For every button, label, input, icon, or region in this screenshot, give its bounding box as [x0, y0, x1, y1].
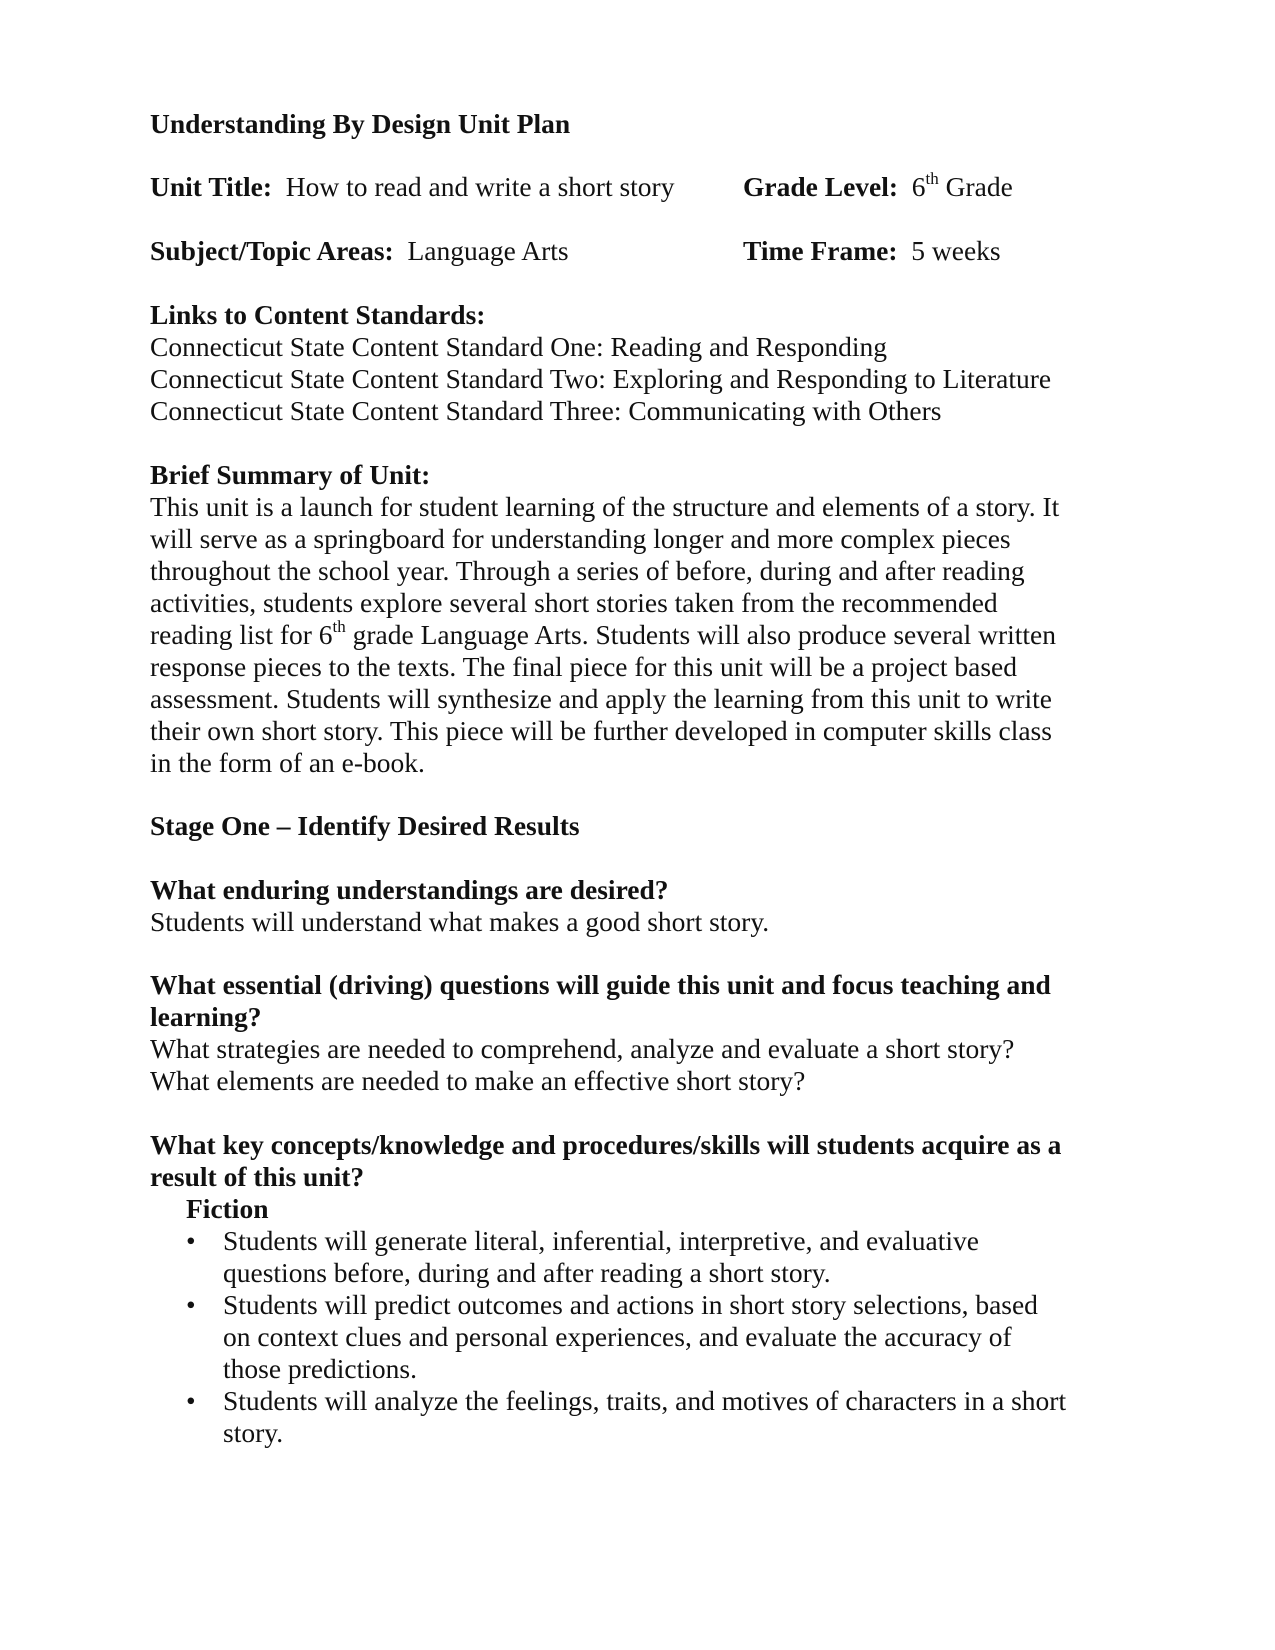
summary-line: activities, students explore several short stories taken from the recommended: [150, 587, 998, 618]
fiction-subheading: Fiction: [186, 1193, 269, 1224]
grade-level-suffix: th: [925, 168, 939, 188]
summary-line: reading list for 6th grade Language Arts. Students will also produce several written: [150, 616, 1056, 650]
unit-title-label: Unit Title: [150, 171, 263, 202]
grade-level-label: Grade Level:: [743, 171, 899, 202]
standard-item: Connecticut State Content Standard One: Reading and Responding: [150, 331, 888, 362]
key-concepts-heading: result of this unit?: [150, 1161, 365, 1192]
summary-line: response pieces to the texts. The final piece for this unit will be a project based: [150, 651, 1018, 682]
summary-line: assessment. Students will synthesize and apply the learning from this unit to write: [150, 683, 1053, 714]
enduring-text: Students will understand what makes a good short story.: [150, 906, 770, 937]
essential-heading: What essential (driving) questions will guide this unit and focus teaching and: [150, 969, 1051, 1000]
key-concepts-section: [150, 1129, 1150, 1449]
summary-line: This unit is a launch for student learning of the structure and elements of a story. It: [150, 491, 1060, 522]
key-concepts-heading: What key concepts/knowledge and procedures/skills will students acquire as a: [150, 1129, 1062, 1160]
list-item: • Students will analyze the feelings, traits, and motives of characters in a short story.: [186, 1385, 1067, 1448]
time-frame-row: [743, 235, 1001, 267]
bullet-icon: •: [186, 1225, 196, 1256]
essential-question: What strategies are needed to comprehend, analyze and evaluate a short story?: [150, 1033, 1015, 1064]
list-item: • Students will generate literal, inferential, interpretive, and evaluative questions before, during and after reading a short story.: [186, 1225, 979, 1288]
standards-section: [150, 299, 1150, 427]
bullet-icon: •: [186, 1289, 196, 1320]
essential-question: What elements are needed to make an effective short story?: [150, 1065, 806, 1096]
time-frame-label: Time Frame:: [743, 235, 898, 266]
document-title: Understanding By Design Unit Plan: [150, 108, 571, 139]
standard-item: Connecticut State Content Standard Three: Communicating with Others: [150, 395, 942, 426]
summary-line: in the form of an e-book.: [150, 747, 425, 778]
enduring-section: [150, 874, 1150, 938]
grade-level-word: Grade: [945, 171, 1013, 202]
fiction-bullet-list: [150, 1225, 1150, 1449]
summary-section: [150, 459, 1150, 779]
grade-level-number: 6: [911, 171, 926, 202]
unit-title-row: Unit Title: How to read and write a short story: [150, 171, 675, 202]
enduring-heading: What enduring understandings are desired?: [150, 874, 669, 905]
essential-heading: learning?: [150, 1001, 262, 1032]
subject-label: Subject/Topic Areas:: [150, 235, 394, 266]
essential-section: [150, 969, 1150, 1097]
standard-item: Connecticut State Content Standard Two: Exploring and Responding to Literature: [150, 363, 1052, 394]
grade-level-row: [743, 168, 1013, 203]
summary-line: will serve as a springboard for understanding longer and more complex pieces: [150, 523, 1011, 554]
summary-line: throughout the school year. Through a series of before, during and after reading: [150, 555, 1025, 586]
standards-heading: Links to Content Standards:: [150, 299, 486, 330]
unit-title-value: How to read and write a short story: [285, 171, 675, 202]
summary-heading: Brief Summary of Unit:: [150, 459, 431, 490]
subject-value: Language Arts: [407, 235, 569, 266]
summary-line: their own short story. This piece will be further developed in computer skills class: [150, 715, 1052, 746]
time-frame-value: 5 weeks: [911, 235, 1001, 266]
bullet-icon: •: [186, 1385, 196, 1416]
stage-one-heading: Stage One – Identify Desired Results: [150, 810, 580, 841]
list-item: • Students will predict outcomes and actions in short story selections, based on context clues and personal experiences, and evaluate the accuracy of those predictions.: [186, 1289, 1038, 1384]
